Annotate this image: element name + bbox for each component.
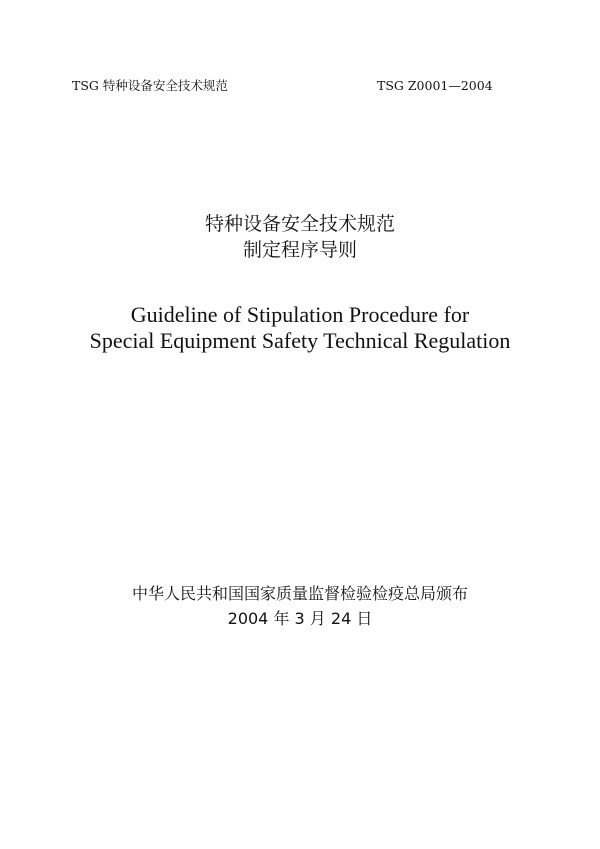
chinese-title-line-1: 特种设备安全技术规范 (204, 213, 395, 235)
english-title-line-1: Guideline of Stipulation Procedure for (130, 302, 470, 327)
issue-date: 2004 年 3 月 24 日 (227, 609, 373, 628)
english-title-line-2: Special Equipment Safety Technical Regulation (89, 328, 511, 353)
issuing-authority: 中华人民共和国国家质量监督检验检疫总局颁布 (131, 584, 468, 603)
header-series-label: TSG 特种设备安全技术规范 (72, 78, 228, 93)
header-document-number: TSG Z0001—2004 (377, 78, 493, 93)
chinese-title-line-2: 制定程序导则 (242, 239, 357, 261)
